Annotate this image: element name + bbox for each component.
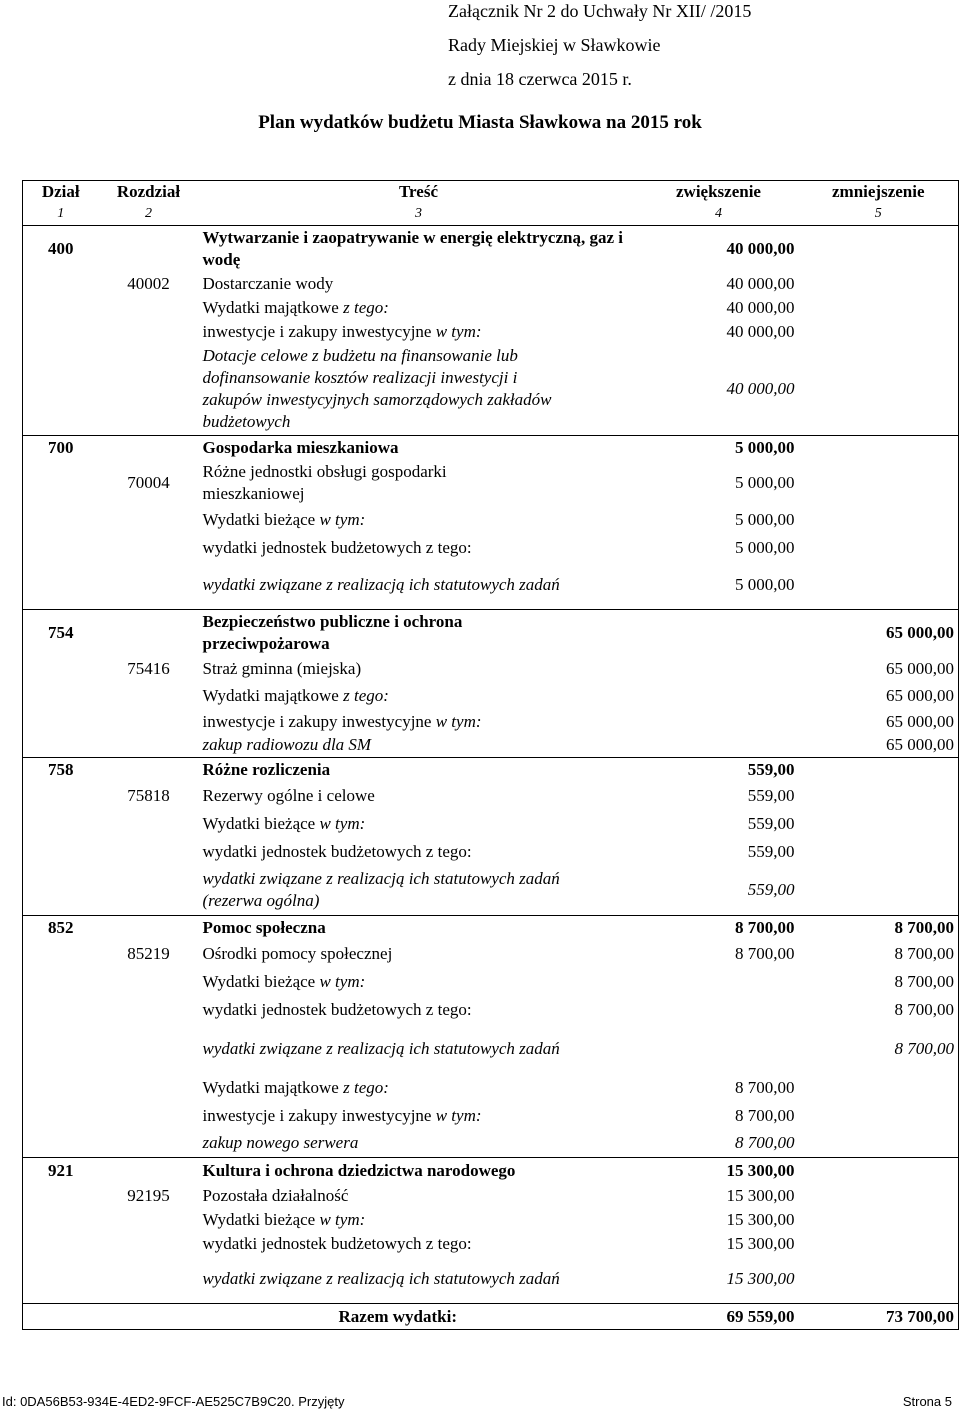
tresc-cell: wydatki jednostek budżetowych z tego:: [202, 999, 472, 1019]
tresc-cell: Dotacje celowe z budżetu na finansowanie lub dofinansowanie kosztów realizacji inwestycji i zakupów inwestycyjnych samorządowych zakładów budżetowych: [202, 346, 552, 432]
total-zwiekszenie: 69 559,00: [639, 1304, 799, 1330]
zwiekszenie-cell: 559,00: [747, 813, 795, 833]
zmniejszenie-cell: 8 700,00: [799, 916, 959, 940]
table-row: [23, 296, 959, 320]
dzial-cell: 754: [23, 610, 99, 656]
tresc-cell: wydatki związane z realizacją ich statutowych zadań: [202, 1038, 560, 1058]
zwiekszenie-cell: 8 700,00: [735, 1133, 795, 1153]
zwiekszenie-cell: 40 000,00: [726, 273, 795, 293]
rozdzial-cell: 92195: [127, 1185, 170, 1205]
col-number: 3: [199, 203, 639, 226]
zwiekszenie-cell: 8 700,00: [735, 1077, 795, 1097]
table-row-dzial: [23, 916, 959, 940]
tresc-cell: Różne jednostki obsługi gospodarki mieszkaniowej: [202, 461, 447, 503]
table-row: [23, 506, 959, 534]
header-attachment-line: Załącznik Nr 2 do Uchwały Nr XII/ /2015: [448, 1, 752, 21]
zwiekszenie-cell: 559,00: [639, 758, 799, 782]
zmniejszenie-cell: 65 000,00: [799, 610, 959, 656]
tresc-cell: wydatki związane z realizacją ich statutowych zadań (rezerwa ogólna): [202, 869, 560, 911]
budget-table: [22, 180, 959, 1330]
zwiekszenie-cell: 559,00: [747, 880, 795, 900]
zmniejszenie-cell: 8 700,00: [894, 943, 954, 963]
table-header-row: [23, 181, 959, 204]
tresc-cell: wydatki jednostek budżetowych z tego:: [202, 841, 472, 861]
zwiekszenie-cell: 40 000,00: [726, 297, 795, 317]
dzial-cell: 700: [23, 436, 99, 460]
zwiekszenie-cell: 8 700,00: [735, 1105, 795, 1125]
zwiekszenie-cell: 559,00: [747, 841, 795, 861]
tresc-cell: Wydatki bieżące w tym:: [202, 509, 366, 529]
table-row: [23, 562, 959, 610]
table-row: [23, 968, 959, 996]
table-row: [23, 534, 959, 562]
zwiekszenie-cell: 40 000,00: [726, 379, 795, 399]
table-row-rozdzial: [23, 460, 959, 506]
table-row: [23, 344, 959, 436]
zwiekszenie-cell: 5 000,00: [735, 575, 795, 595]
tresc-cell: Różne rozliczenia: [199, 758, 639, 782]
zmniejszenie-cell: 8 700,00: [894, 971, 954, 991]
rozdzial-cell: 40002: [127, 273, 170, 293]
table-row: [23, 996, 959, 1024]
table-row-rozdzial: [23, 1184, 959, 1208]
tresc-cell: wydatki jednostek budżetowych z tego:: [202, 537, 472, 557]
table-row: [23, 1208, 959, 1232]
tresc-cell: Wydatki bieżące w tym:: [202, 1209, 366, 1229]
zwiekszenie-cell: 15 300,00: [726, 1209, 795, 1229]
tresc-cell: Pomoc społeczna: [199, 916, 639, 940]
page-title: Plan wydatków budżetu Miasta Sławkowa na 2015 rok: [258, 112, 702, 133]
col-dzial: Dział: [23, 181, 99, 204]
zmniejszenie-cell: 8 700,00: [894, 999, 954, 1019]
table-total-row: [23, 1304, 959, 1330]
table-row-rozdzial: [23, 782, 959, 810]
tresc-cell: inwestycje i zakupy inwestycyjne w tym:: [202, 1105, 482, 1125]
tresc-cell: Wydatki bieżące w tym:: [202, 813, 366, 833]
table-row-rozdzial: [23, 940, 959, 968]
table-row: [23, 1102, 959, 1130]
col-zwiekszenie: zwiększenie: [639, 181, 799, 204]
dzial-cell: 921: [23, 1158, 99, 1184]
table-row: [23, 838, 959, 866]
tresc-cell: Ośrodki pomocy społecznej: [202, 943, 393, 963]
zwiekszenie-cell: 5 000,00: [735, 509, 795, 529]
tresc-cell: zakup radiowozu dla SM: [202, 735, 372, 755]
table-row-dzial: [23, 226, 959, 272]
footer-page-number: Strona 5: [902, 1394, 952, 1409]
tresc-cell: Wydatki majątkowe z tego:: [202, 297, 389, 317]
tresc-cell: Wytwarzanie i zaopatrywanie w energię elektryczną, gaz i wodę: [202, 227, 623, 269]
table-row: [23, 1232, 959, 1256]
zmniejszenie-cell: 65 000,00: [886, 685, 954, 705]
table-row-dzial: [23, 758, 959, 782]
tresc-cell: inwestycje i zakupy inwestycyjne w tym:: [202, 711, 482, 731]
col-rozdzial: Rozdział: [99, 181, 199, 204]
header-date-line: z dnia 18 czerwca 2015 r.: [448, 69, 632, 89]
zwiekszenie-cell: 15 300,00: [726, 1185, 795, 1205]
table-row-dzial: [23, 436, 959, 460]
table-row: [23, 810, 959, 838]
tresc-cell: Wydatki majątkowe z tego:: [202, 1077, 389, 1097]
table-row: [23, 320, 959, 344]
zmniejszenie-cell: 65 000,00: [886, 658, 954, 678]
rozdzial-cell: 75818: [127, 785, 170, 805]
tresc-cell: Rezerwy ogólne i celowe: [202, 785, 375, 805]
zwiekszenie-cell: 40 000,00: [726, 238, 795, 258]
tresc-cell: Wydatki bieżące w tym:: [202, 971, 366, 991]
dzial-cell: 852: [23, 916, 99, 940]
tresc-cell: Gospodarka mieszkaniowa: [199, 436, 639, 460]
zwiekszenie-cell: 559,00: [747, 785, 795, 805]
header-council-line: Rady Miejskiej w Sławkowie: [448, 35, 661, 55]
zmniejszenie-cell: 65 000,00: [886, 711, 954, 731]
total-zmniejszenie: 73 700,00: [799, 1304, 959, 1330]
table-row-rozdzial: [23, 272, 959, 296]
tresc-cell: Bezpieczeństwo publiczne i ochrona przeciwpożarowa: [199, 610, 639, 656]
tresc-cell: Wydatki majątkowe z tego:: [202, 685, 389, 705]
zwiekszenie-cell: 5 000,00: [735, 537, 795, 557]
tresc-cell: Straż gminna (miejska): [202, 658, 362, 678]
zwiekszenie-cell: 5 000,00: [639, 436, 799, 460]
zwiekszenie-cell: 8 700,00: [639, 916, 799, 940]
dzial-cell: 400: [48, 238, 74, 258]
zwiekszenie-cell: 15 300,00: [639, 1158, 799, 1184]
zwiekszenie-cell: 8 700,00: [735, 943, 795, 963]
col-tresc: Treść: [199, 181, 639, 204]
tresc-cell: Dostarczanie wody: [202, 273, 334, 293]
table-row-dzial: [23, 610, 959, 656]
table-row: [23, 682, 959, 710]
total-label: Razem wydatki:: [199, 1304, 639, 1330]
col-zmniejszenie: zmniejszenie: [799, 181, 959, 204]
tresc-cell: zakup nowego serwera: [202, 1133, 359, 1153]
tresc-cell: Pozostała działalność: [202, 1185, 349, 1205]
table-row: [23, 734, 959, 758]
table-row: [23, 1024, 959, 1074]
rozdzial-cell: 85219: [127, 943, 170, 963]
table-row: [23, 1074, 959, 1102]
col-number: 2: [99, 203, 199, 226]
col-number: 1: [23, 203, 99, 226]
zmniejszenie-cell: 65 000,00: [886, 735, 954, 755]
dzial-cell: 758: [23, 758, 99, 782]
rozdzial-cell: 75416: [127, 658, 170, 678]
table-row: [23, 1130, 959, 1158]
table-number-row: [23, 203, 959, 226]
table-row-dzial: [23, 1158, 959, 1184]
table-row: [23, 710, 959, 734]
table-row: [23, 1256, 959, 1304]
footer-document-id: Id: 0DA56B53-934E-4ED2-9FCF-AE525C7B9C20. Przyjęty: [2, 1394, 345, 1409]
zwiekszenie-cell: 40 000,00: [726, 321, 795, 341]
tresc-cell: wydatki związane z realizacją ich statutowych zadań: [202, 575, 560, 595]
tresc-cell: inwestycje i zakupy inwestycyjne w tym:: [202, 321, 482, 341]
col-number: 4: [639, 203, 799, 226]
zwiekszenie-cell: 15 300,00: [726, 1233, 795, 1253]
zwiekszenie-cell: 5 000,00: [735, 472, 795, 492]
table-row-rozdzial: [23, 656, 959, 682]
col-number: 5: [799, 203, 959, 226]
table-row: [23, 866, 959, 916]
zmniejszenie-cell: 8 700,00: [894, 1038, 954, 1058]
tresc-cell: Kultura i ochrona dziedzictwa narodowego: [199, 1158, 639, 1184]
zwiekszenie-cell: 15 300,00: [726, 1269, 795, 1289]
tresc-cell: wydatki związane z realizacją ich statutowych zadań: [202, 1269, 560, 1289]
rozdzial-cell: 70004: [127, 472, 170, 492]
tresc-cell: wydatki jednostek budżetowych z tego:: [202, 1233, 472, 1253]
